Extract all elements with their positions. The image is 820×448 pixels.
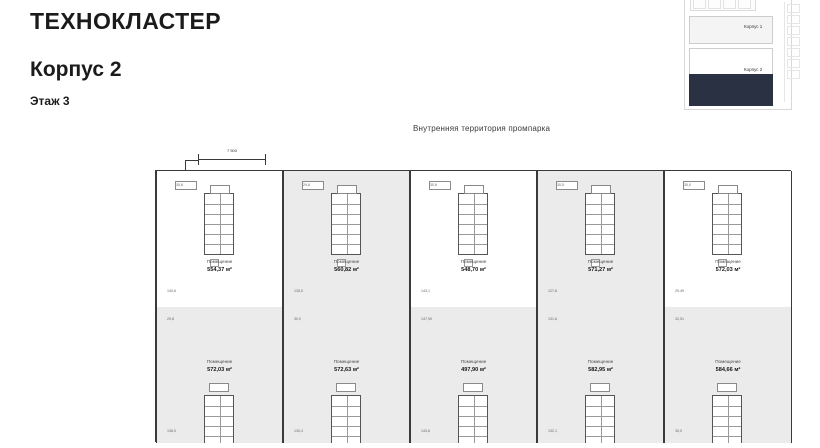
dimension-tick-left (198, 154, 199, 165)
unit-cell[interactable] (537, 307, 664, 443)
floorplan-canvas[interactable] (155, 170, 791, 442)
roomlet (717, 383, 737, 392)
minimap-right-cell (787, 15, 800, 24)
core-cap (464, 185, 484, 194)
page-title: Корпус 2 (30, 58, 122, 81)
unit-tag: 136,0 (167, 429, 176, 433)
unit-tag: 30,0 (675, 429, 682, 433)
roomlet (463, 383, 483, 392)
unit-tag: 29,49 (675, 289, 684, 293)
minimap-right-cell (787, 4, 800, 13)
minimap-right-strip (784, 2, 802, 102)
dimension-line (198, 159, 266, 160)
stair-core (585, 395, 615, 443)
unit-caption: Помещение (715, 259, 741, 264)
unit-caption: Помещение (715, 359, 741, 364)
stair-core (458, 395, 488, 443)
unit-cell[interactable] (664, 307, 792, 443)
minimap-right-cell (787, 26, 800, 35)
unit-caption: Помещение (206, 259, 233, 264)
unit-area: 584,66 м² (715, 367, 741, 373)
unit-cell[interactable] (410, 307, 537, 443)
stair-core (585, 193, 615, 255)
unit-cell[interactable] (156, 171, 283, 307)
minimap-right-cell (787, 59, 800, 68)
minimap-right-cell (787, 37, 800, 46)
minimap-block-korpus-2-active[interactable] (689, 74, 773, 106)
stair-core (204, 395, 234, 443)
unit-caption: Помещение (587, 259, 614, 264)
minimap-top-cell (738, 0, 751, 9)
unit-area: 560,82 м² (334, 267, 359, 273)
minimap-right-cell (787, 70, 800, 79)
unit-caption: Помещение (333, 359, 360, 364)
unit-tag: 132,1 (548, 429, 557, 433)
unit-caption: Помещение (206, 359, 233, 364)
unit-caption: Помещение (460, 359, 487, 364)
unit-tag: 30,6 (430, 183, 437, 187)
floor-subtitle: Этаж 3 (30, 94, 70, 108)
minimap-label-korpus-2: Корпус 2 (744, 67, 763, 72)
unit-area: 572,63 м² (334, 367, 359, 373)
roomlet (336, 383, 356, 392)
dimension-tick-right (265, 154, 266, 165)
unit-cell[interactable] (537, 171, 664, 307)
unit-tag: 127,8 (548, 289, 557, 293)
stair-core (712, 193, 742, 255)
minimap-block-korpus-1[interactable] (689, 16, 773, 44)
unit-caption: Помещение (333, 259, 360, 264)
entrance-dimension-label: 7 500 (226, 148, 237, 153)
entrance-dimension (198, 148, 266, 166)
unit-cell[interactable] (156, 307, 283, 443)
unit-area: 572,03 м² (715, 267, 741, 273)
stair-core (331, 395, 361, 443)
unit-tag: 30,5 (557, 183, 564, 187)
unit-tag: 29,8 (303, 183, 310, 187)
minimap-top-cell (708, 0, 721, 9)
brand-title: ТЕХНОКЛАСТЕР (30, 8, 222, 34)
unit-tag: 30,6 (176, 183, 183, 187)
unit-area: 582,95 м² (588, 367, 613, 373)
unit-area: 548,70 м² (461, 267, 486, 273)
unit-tag: 130,4 (294, 429, 303, 433)
site-minimap[interactable] (684, 0, 804, 114)
roomlet (590, 383, 610, 392)
unit-cell[interactable] (283, 171, 410, 307)
unit-tag: 131,6 (548, 317, 557, 321)
minimap-top-cell (723, 0, 736, 9)
unit-cell[interactable] (664, 171, 792, 307)
minimap-right-cell (787, 48, 800, 57)
minimap-label-korpus-1: Корпус 1 (744, 24, 763, 29)
core-cap (718, 185, 738, 194)
stair-core (331, 193, 361, 255)
unit-tag: 32,51 (675, 317, 684, 321)
unit-tag: 135,0 (294, 289, 303, 293)
unit-area: 572,03 м² (207, 367, 232, 373)
unit-tag: 143,1 (421, 289, 430, 293)
core-cap (210, 185, 230, 194)
unit-area: 497,90 м² (461, 367, 486, 373)
unit-area: 554,37 м² (207, 267, 232, 273)
unit-tag: 30,0 (294, 317, 301, 321)
minimap-top-cell (693, 0, 706, 9)
unit-tag: 140,6 (167, 289, 176, 293)
unit-tag: 30,0 (684, 183, 691, 187)
unit-tag: 29,8 (167, 317, 174, 321)
core-cap (337, 185, 357, 194)
unit-area: 571,27 м² (588, 267, 613, 273)
unit-cell[interactable] (283, 307, 410, 443)
stair-core (712, 395, 742, 443)
stair-core (204, 193, 234, 255)
unit-cell[interactable] (410, 171, 537, 307)
inner-territory-label: Внутренняя территория промпарка (413, 124, 551, 133)
unit-caption: Помещение (460, 259, 487, 264)
stair-core (458, 193, 488, 255)
unit-tag: 147,90 (421, 317, 432, 321)
unit-tag: 143,8 (421, 429, 430, 433)
unit-caption: Помещение (587, 359, 614, 364)
roomlet (209, 383, 229, 392)
core-cap (591, 185, 611, 194)
minimap-top-strip (690, 0, 756, 11)
